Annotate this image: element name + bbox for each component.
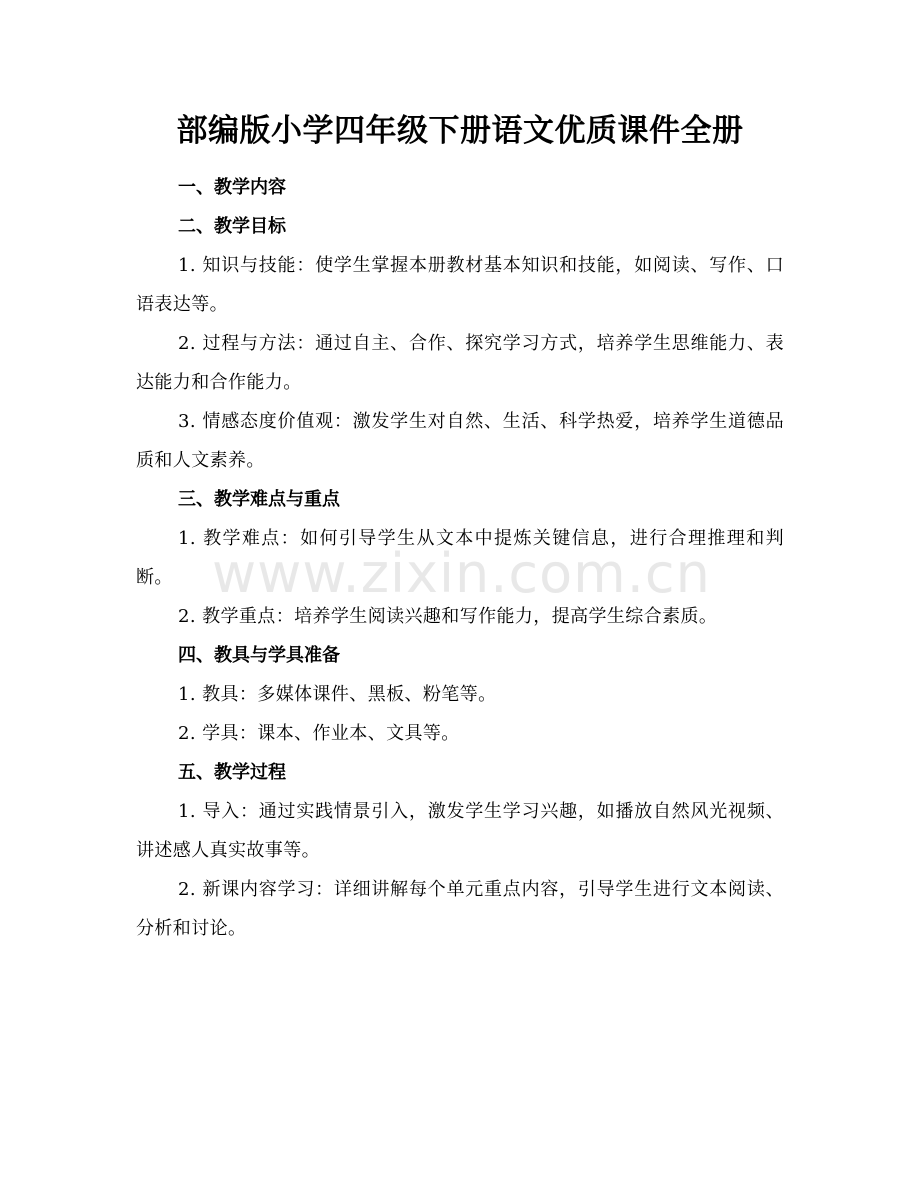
paragraph: 2. 教学重点：培养学生阅读兴趣和写作能力，提高学生综合素质。 <box>178 606 718 627</box>
paragraph: 2. 新课内容学习：详细讲解每个单元重点内容，引导学生进行文本阅读、分析和讨论。 <box>136 879 784 939</box>
section-teaching-aids <box>136 636 784 753</box>
section-heading: 四、教具与学具准备 <box>178 645 340 666</box>
section-heading: 三、教学难点与重点 <box>178 489 340 510</box>
section-heading: 二、教学目标 <box>178 216 286 237</box>
section-heading: 五、教学过程 <box>178 762 286 783</box>
paragraph: 1. 知识与技能：使学生掌握本册教材基本知识和技能，如阅读、写作、口语表达等。 <box>136 255 784 315</box>
document-title: 部编版小学四年级下册语文优质课件全册 <box>176 113 744 149</box>
paragraph: 1. 教具：多媒体课件、黑板、粉笔等。 <box>178 684 497 705</box>
paragraph: 2. 学具：课本、作业本、文具等。 <box>178 723 460 744</box>
paragraph: 1. 导入：通过实践情景引入，激发学生学习兴趣，如播放自然风光视频、讲述感人真实故事等。 <box>136 801 784 861</box>
section-teaching-content <box>136 168 784 207</box>
section-teaching-process <box>136 753 784 948</box>
paragraph: 3. 情感态度价值观：激发学生对自然、生活、科学热爱，培养学生道德品质和人文素养。 <box>136 411 784 471</box>
watermark: www.zixin.com.cn <box>212 542 711 605</box>
section-difficulties-focus <box>136 480 784 636</box>
paragraph: 2. 过程与方法：通过自主、合作、探究学习方式，培养学生思维能力、表达能力和合作能力。 <box>136 333 784 393</box>
section-teaching-goals <box>136 207 784 480</box>
document-body <box>136 168 784 948</box>
section-heading: 一、教学内容 <box>178 177 286 198</box>
paragraph: 1. 教学难点：如何引导学生从文本中提炼关键信息，进行合理推理和判断。 <box>136 528 784 588</box>
